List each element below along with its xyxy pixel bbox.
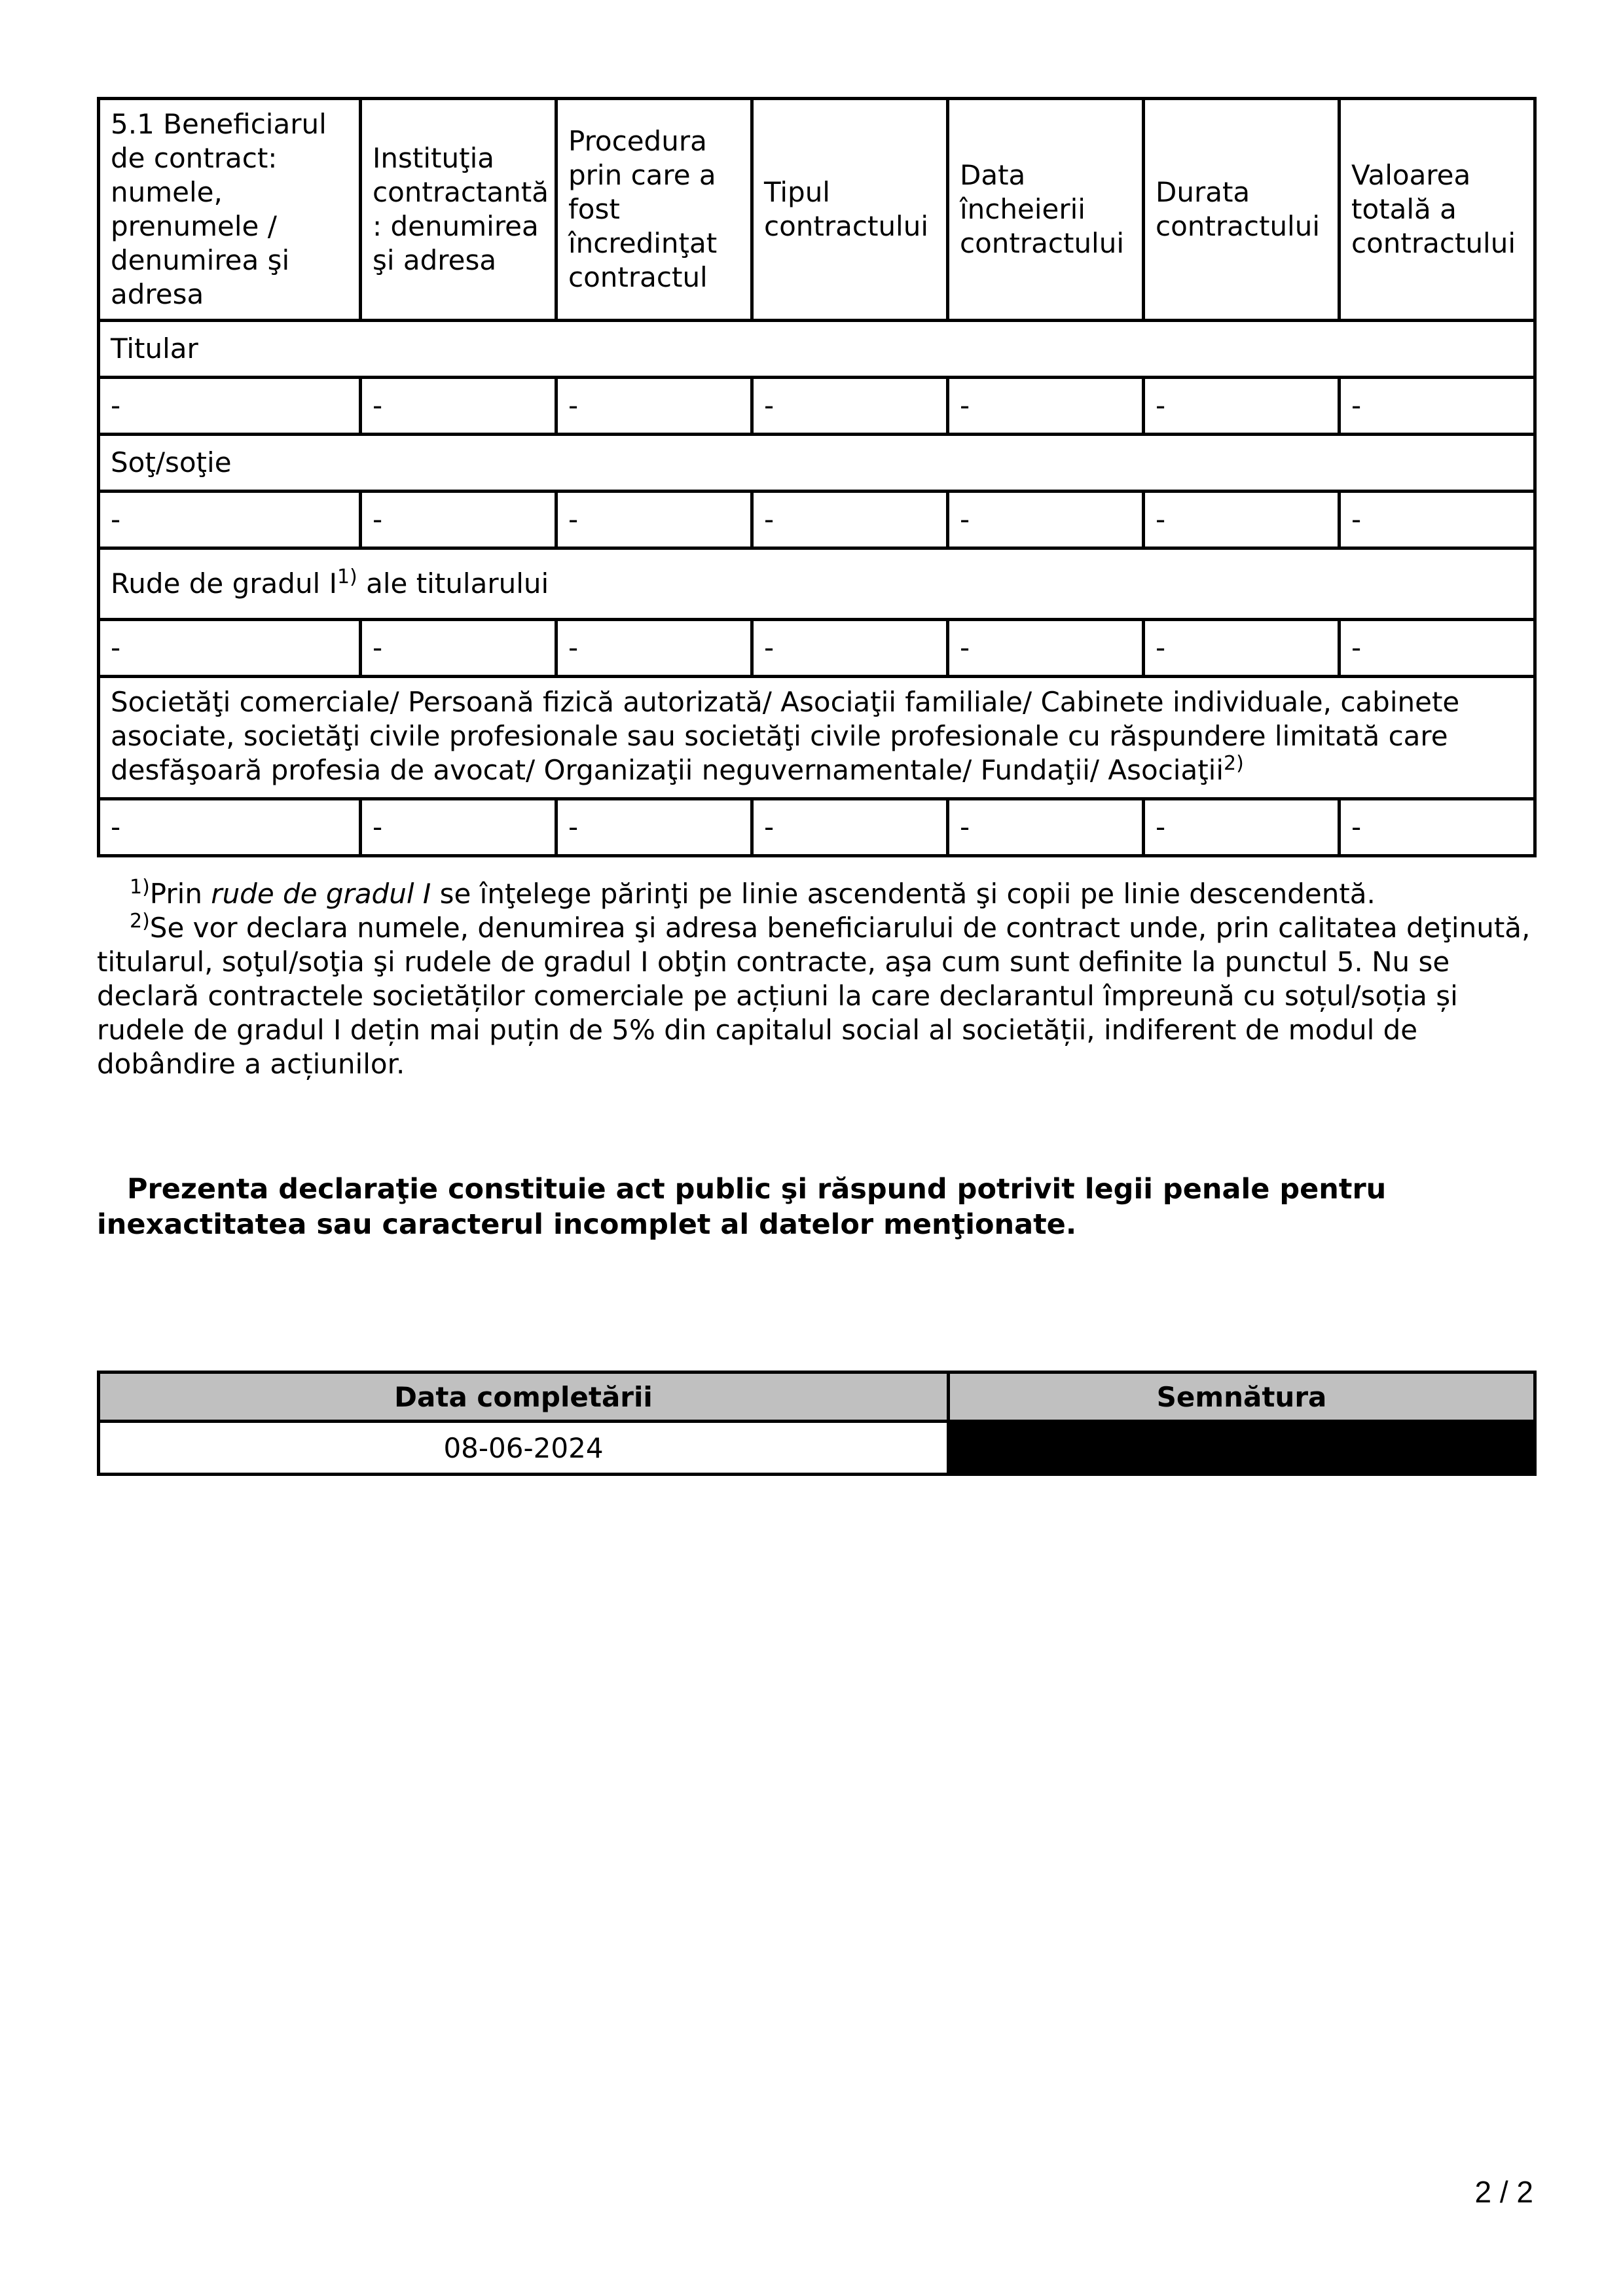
page-number: 2 / 2 [1474,2175,1533,2209]
table-row [99,492,1535,548]
rude-label-text: Rude de gradul I [111,567,337,600]
table-cell: - [99,378,361,435]
table-cell: - [1340,620,1535,677]
table-row [99,799,1535,856]
table-cell: - [752,799,948,856]
footnote-2-marker: 2) [130,910,150,933]
table-cell: - [1340,378,1535,435]
table-cell: - [556,799,752,856]
header-procedura: Procedura prin care a fost încredinţat contractul [556,99,752,321]
table-cell: - [1144,620,1340,677]
table-cell: - [948,620,1144,677]
table-cell: - [361,799,556,856]
table-cell: - [556,492,752,548]
table-cell: - [361,620,556,677]
date-header: Data completării [99,1372,949,1422]
table-cell: - [1340,492,1535,548]
footnote-1-marker: 1) [130,876,150,899]
contracts-table [97,97,1537,857]
signature-header: Semnătura [949,1372,1535,1422]
footnote-2 [97,911,1533,1081]
table-cell: - [752,378,948,435]
header-tip: Tipul contractului [752,99,948,321]
section-label-titular: Titular [99,321,1535,378]
table-header-row [99,99,1535,321]
table-cell: - [1340,799,1535,856]
signature-redacted [949,1422,1535,1475]
footnote-1 [97,877,1533,911]
completion-date: 08-06-2024 [99,1422,949,1475]
header-beneficiar: 5.1 Beneficiarul de contract: numele, prenumele / denumirea şi adresa [99,99,361,321]
signature-value-row [99,1422,1535,1475]
section-label-sot-sotie: Soţ/soţie [99,435,1535,492]
section-row-titular [99,321,1535,378]
table-cell: - [948,799,1144,856]
footnote-1-text-start: Prin [149,878,211,910]
table-cell: - [361,378,556,435]
table-row [99,620,1535,677]
footnote-marker-2: 2) [1224,752,1244,775]
table-cell: - [99,492,361,548]
header-data: Data încheierii contractului [948,99,1144,321]
section-label-societati [99,677,1535,799]
table-cell: - [948,492,1144,548]
footnote-1-text-end: se înţelege părinţi pe linie ascendentă şi copii pe linie descendentă. [431,878,1376,910]
table-cell: - [752,492,948,548]
section-row-societati [99,677,1535,799]
table-cell: - [556,378,752,435]
table-cell: - [1144,492,1340,548]
header-durata: Durata contractului [1144,99,1340,321]
table-cell: - [752,620,948,677]
signature-table [97,1371,1537,1476]
declaration-statement: Prezenta declaraţie constituie act public şi răspund potrivit legii penale pentru inexactitatea sau caracterul incomplet al datelor menţionate. [97,1173,1387,1241]
footnote-1-emphasis: rude de gradul I [211,878,431,910]
signature-header-row [99,1372,1535,1422]
table-cell: - [948,378,1144,435]
table-row [99,378,1535,435]
rude-label-suffix: ale titularului [357,567,549,600]
table-cell: - [1144,799,1340,856]
footnote-2-text: Se vor declara numele, denumirea şi adresa beneficiarului de contract unde, prin calitatea deţinută, titularul, soţul/soţia şi rudele de gradul I obţin contracte, aşa cum sunt definite la punctul 5. Nu se declară contractele societăților comerciale pe acțiuni la care declarantul împreună cu soțul/soția și rudele de gradul I dețin mai puțin de 5% din capitalul social al societății, indiferent de modul de dobândire a acțiunilor. [97,912,1531,1080]
section-row-sot-sotie [99,435,1535,492]
footnotes [97,877,1533,1081]
table-cell: - [556,620,752,677]
section-label-rude [99,548,1535,620]
header-valoare: Valoarea totală a contractului [1340,99,1535,321]
table-cell: - [1144,378,1340,435]
table-cell: - [99,620,361,677]
societati-label-text: Societăţi comerciale/ Persoană fizică autorizată/ Asociaţii familiale/ Cabinete individuale, cabinete asociate, societăţi civile profesionale sau societăţi civile profesionale cu răspundere limitată care desfăşoară profesia de avocat/ Organizaţii neguvernamentale/ Fundaţii/ Asociaţii [111,686,1460,786]
footnote-marker-1: 1) [337,565,357,588]
table-cell: - [361,492,556,548]
table-cell: - [99,799,361,856]
header-institutie: Instituţia contractantă : denumirea şi adresa [361,99,556,321]
section-row-rude [99,548,1535,620]
